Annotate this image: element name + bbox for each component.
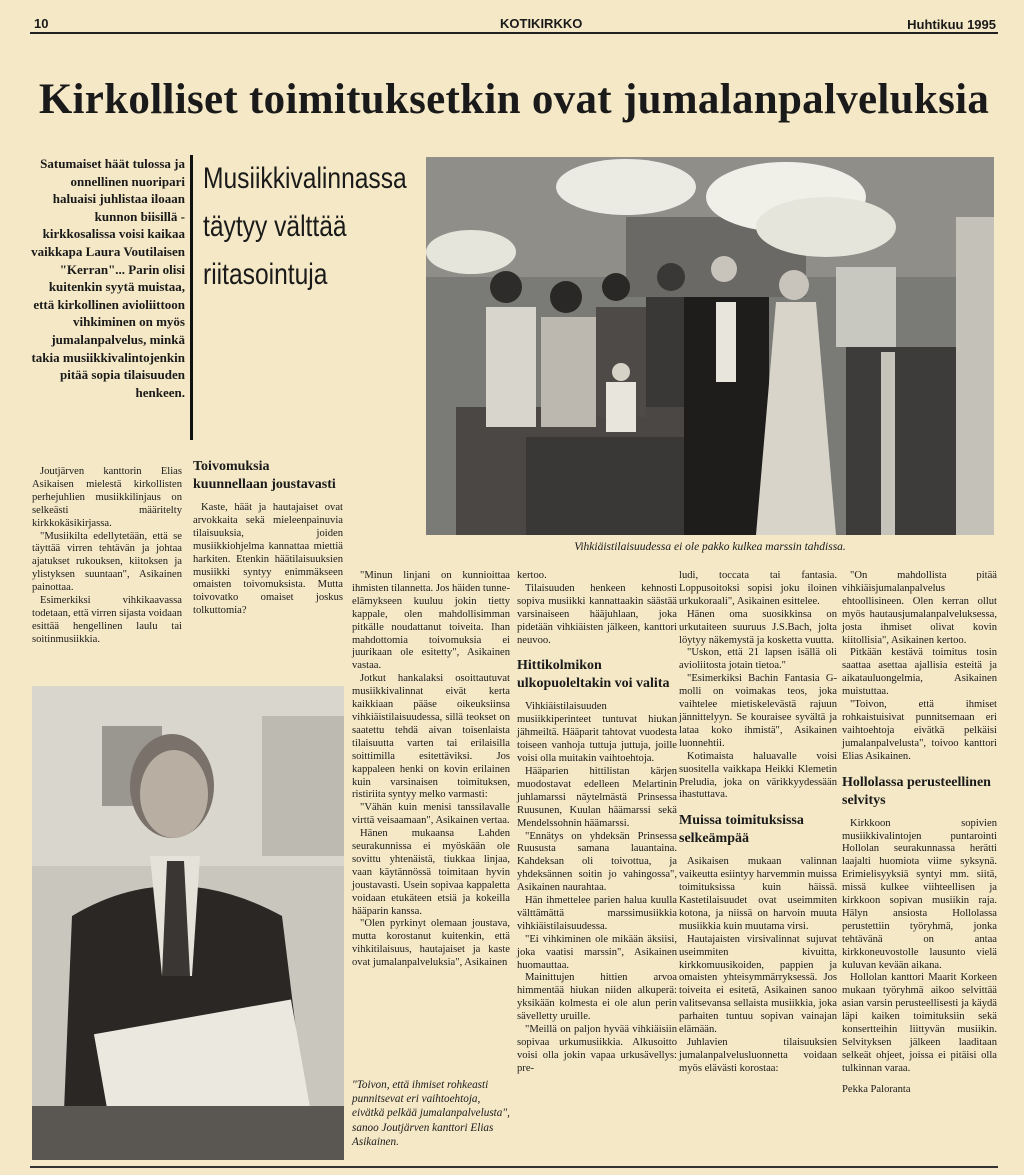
issue-date: Huhtikuu 1995	[907, 17, 996, 32]
paragraph: Joutjärven kanttorin Elias Asikaisen mielestä kirkollisten perhejuhlien musiikkilinjaus on selkeästi määritelty kirkkokäsikirjassa.	[32, 466, 182, 529]
paragraph: Jotkut hankalaksi osoittautuvat musiikkivalinnat eivät kerta kaikkiaan pääse oikeuksiinsa vihkiäistilaisuudessa, sillä teokset on saatettu tehdä aivan toisenlaista tilaisuutta varten tai erilaisilla soittimilla esitettäviksi. Jos kappaleen henki on kovin erilainen kuin varsinaisen toimituksen, ristiriita syntyy melko varmasti:	[352, 673, 510, 801]
column-4	[517, 570, 677, 1076]
paper-name: KOTIKIRKKO	[500, 16, 583, 31]
section-heading: Toivomuksia kuunnellaan joustavasti	[193, 459, 336, 492]
paragraph: "Toivon, että ihmiset rohkaistuisivat punnitsemaan eri vaihtoehtoja eivätkä pelkäisi jumalanpalvelusta", toivoo kanttori Elias Asikainen.	[842, 699, 997, 762]
photo-caption: Vihkiäistilaisuudessa ei ole pakko kulkea marssin tahdissa.	[574, 541, 846, 553]
paragraph: kertoo.	[517, 570, 547, 581]
paragraph: "Ei vihkiminen ole mikään äksiisi, joka vaatisi marssin", Asikainen huomauttaa.	[517, 933, 677, 971]
column-2	[193, 452, 343, 618]
paragraph: Kirkkoon sopivien musiikkivalintojen puntarointi Hollolan seurakunnassa herätti laajalti huomiota viime syksynä. Erimielisyyksiä syntyi mm. siitä, missä kulkee viihteellisen ja kirkkoon sopivan musiikin raja. Hälyn ansiosta Hollolassa perustettiin työryhmä, jonka tehtävänä on antaa kirkkoneuvostolle lausunto vielä kuluvan kevään aikana.	[842, 817, 997, 971]
portrait-photo-image	[32, 686, 344, 1160]
paragraph: "On mahdollista pitää vihkiäisjumalanpalvelus ehtoollisineen. Olen kerran ollut myös hautausjumalanpalveluksessa, josta ihmiset olivat kovin kiitollisia", Asikainen kertoo.	[842, 570, 997, 646]
paragraph: Hän ihmettelee parien halua kuulla välttämättä marssimusiikkia vihkiäistilaisuudessa.	[517, 895, 677, 932]
section-heading: Muissa toimituksissa selkeämpää	[679, 813, 804, 847]
paragraph: Hänen oma suosikkinsa on urkutaiteen suuruus J.S.Bach, jolta löytyy näkemystä ja kosketta vuutta.	[679, 608, 837, 646]
page-number: 10	[34, 16, 49, 31]
paragraph: "Uskon, että 21 lapsen isällä oli avioliitosta jotain tietoa."	[679, 647, 837, 672]
paragraph: Kotimaista haluavalle voisi suositella vaikkapa Heikki Klemetin Preludia, joka on värikkyydessään ihastuttava.	[679, 750, 837, 801]
paragraph: "Ennätys on yhdeksän Prinsessa Ruususta samana lauantaina. Kahdeksan oli toivottua, ja yhdeksännen soitin jo vahingossa", Asikainen naurahtaa.	[517, 830, 677, 894]
paragraph: Mainittujen hittien arvoa himmentää hiukan niiden alkuperä: yksikään kolmesta ei ole alun perin sävelletty uruille.	[517, 972, 677, 1023]
paragraph: Asikaisen mukaan valinnan vaikeutta esiintyy harvemmin muissa toimituksissa kuin häissä. Kastetilaisuudet ovat useimmiten kotona, ja niissä on harvoin muuta musiikkia kuin muutama virsi.	[679, 856, 837, 932]
bottom-rule	[30, 1166, 998, 1168]
column-1	[32, 466, 182, 647]
paragraph: Hänen mukaansa Lahden seurakunnissa ei myöskään ole sovittu yhtenäistä, tiukkaa linjaa, vaan käytännössä toimitaan hyvin joustavasti. Usein sopivaa kappaletta voidaan etukäteen etsiä ja kokeilla hääparin kanssa.	[352, 828, 510, 917]
wedding-photo	[426, 157, 994, 535]
paragraph: Pitkään kestävä toimitus tosin saattaa asettaa ajallisia esteitä ja aikatauluongelmia, Asikainen muistuttaa.	[842, 647, 997, 698]
paragraph: Tilaisuuden henkeen kehnosti sopiva musiikki kannattaakin säästää varsinaiseen hääjuhlaan, joka pidetään vihkiäisten jälkeen, kanttori neuvoo.	[517, 582, 677, 646]
paragraph: Esimerkiksi vihkikaavassa todetaan, että virren sijasta voidaan esittää hengellinen laulu tai soitinmusiikkia.	[32, 595, 182, 645]
pull-quote-small: "Toivon, että ihmiset rohkeasti punnitsevat eri vaihtoehtoja, eivätkä pelkää jumalanpalvelusta", sanoo Joutjärven kanttori Elias Asikainen.	[352, 1079, 510, 1148]
column-6	[842, 570, 997, 1097]
column-5	[679, 570, 837, 1076]
paragraph: Hautajaisten virsivalinnat sujuvat useimmiten kivuitta, kirkkomuusikoiden, pappien ja omaisten yhteisymmärryksessä. Jos toiveita ei esitetä, Asikainen sanoo valitsevansa sellaista musiikkia, joka parhaiten tuntuu sopivan vainajan elämään.	[679, 933, 837, 1036]
paragraph: "Esimerkiksi Bachin Fantasia G-molli on voimakas teos, joka vaihtelee mietiskelevästä rajuun jännittelyyn. Se kouraisee syvältä ja lataa koko ihmistä", Asikainen luonnehtii.	[679, 673, 837, 749]
wedding-photo-image	[426, 157, 994, 535]
paragraph: "Minun linjani on kunnioittaa ihmisten tilannetta. Jos häiden tunne-elämykseen kuuluu jokin tietty kappale, olen mahdollisimman pitkälle noudattanut toiveita. Ihan mahdottomia toivomuksia ei juurikaan ole esitetty", Asikainen vastaa.	[352, 570, 510, 672]
page-header	[30, 14, 998, 34]
paragraph: Hollolan kanttori Maarit Korkeen mukaan työryhmä aikoo selvittää asian varsin perusteellisesti ja käydä läpi kaiken toimituksiin sekä konsertteihin liittyvän musiikin. Selvityksen jälkeen laaditaan selkeät ohjeet, joissa ei pitäisi olla tulkinnan varaa.	[842, 972, 997, 1074]
paragraph: "Vähän kuin menisi tanssilavalle virttä veisaamaan", Asikainen vertaa.	[352, 802, 510, 827]
vertical-rule	[190, 155, 193, 440]
lead-paragraph: Satumaiset häät tulossa ja onnellinen nuoripari haluaisi juhlistaa iloaan kunnon biisillä - kirkkosalissa voisi kaikaa vaikkapa Laura Voutilaisen "Kerran"... Parin olisi kuitenkin syytä muistaa, että kirkollinen avioliittoon vihkiminen on myös jumalanpalvelus, minkä takia musiikkivalintojenkin pitää sopia tilaisuuden henkeen.	[31, 156, 185, 400]
paragraph: Vihkiäistilaisuuden musiikkiperinteet tuntuvat hiukan jähmeiltä. Hääparit tahtovat vuodesta toiseen vanhoja tuttuja juttuja, joille voisi olla muitakin vaihtoehtoja.	[517, 701, 677, 765]
headline: Kirkolliset toimituksetkin ovat jumalanpalveluksia	[38, 76, 990, 123]
paragraph: ludi, toccata tai fantasia. Loppusoitoksi sopisi joku iloinen urkukoraali", Asikainen esittelee.	[679, 570, 837, 607]
section-heading: Hollolassa perusteellinen selvitys	[842, 774, 991, 808]
pull-quote-large: Musiikkivalinnassa täytyy välttää riitasointuja	[203, 162, 407, 291]
section-heading: Hittikolmikon ulkopuoleltakin voi valita	[517, 658, 670, 692]
column-3	[352, 570, 510, 970]
byline: Pekka Paloranta	[842, 1083, 911, 1095]
portrait-photo	[32, 686, 344, 1160]
paragraph: "Olen pyrkinyt olemaan joustava, mutta korostanut kuitenkin, että vihkitilaisuus, hautajaiset ja kaste ovat jumalanpalveluksia", Asikainen	[352, 918, 510, 969]
paragraph: Hääparien hittilistan kärjen muodostavat edelleen Melartinin juhlamarssi näytelmästä Prinsessa Ruusunen, Kuulan häämarssi sekä Mendelssohnin häämarssi.	[517, 765, 677, 829]
paragraph: "Musiikilta edellytetään, että se täyttää virren tehtävän ja johtaa ajatukset rukouksen, kiitoksen ja ylistyksen suuntaan", Asikainen painottaa.	[32, 530, 182, 594]
paragraph: Kaste, häät ja hautajaiset ovat arvokkaita sekä mieleenpainuvia tilaisuuksia, joiden musiikkiohjelma kannattaa miettiä harkiten. Etenkin häätilaisuuksien musiikki syntyy enimmäkseen omaisten toivomuksista. Mutta toivovatko omaiset joskus tolkuttomia?	[193, 502, 343, 617]
paragraph: Juhlavien tilaisuuksien jumalanpalvelusluonnetta voidaan myös elävästi korostaa:	[679, 1037, 837, 1074]
paragraph: "Meillä on paljon hyvää vihkiäisiin sopivaa urkumusiikkia. Alkusoitto voisi olla jokin vapaa urkusävellys: pre-	[517, 1024, 677, 1074]
